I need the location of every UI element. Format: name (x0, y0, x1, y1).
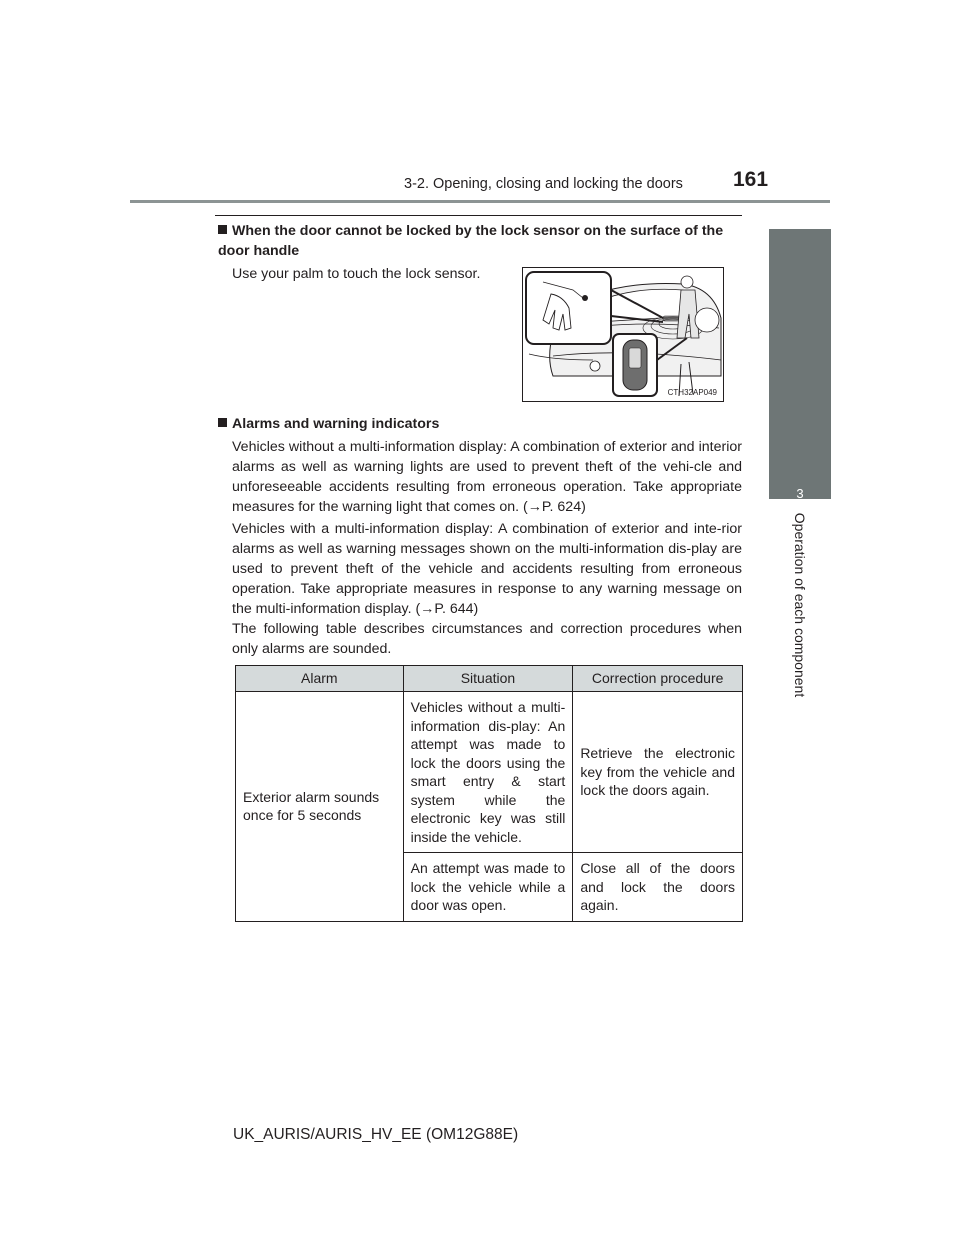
chapter-title-container (769, 510, 831, 700)
situation-cell: An attempt was made to lock the vehicle while a door was open. (403, 853, 573, 922)
column-header-correction: Correction procedure (573, 666, 743, 692)
column-header-situation: Situation (403, 666, 573, 692)
alarms-heading-text: Alarms and warning indicators (232, 416, 440, 432)
paragraph-without-display: Vehicles without a multi-information display: A combination of exterior and interior alarms as well as warning lights are used to prevent theft of the vehi-cle and unforeseeable accidents resulting from erroneous operation. Take appropriate measures for the warning light that comes on. (→P. 624) (232, 439, 742, 515)
lock-sensor-instruction: Use your palm to touch the lock sensor. (232, 266, 481, 282)
lock-sensor-heading (218, 221, 748, 261)
alarms-heading (218, 414, 748, 434)
table-header-row (236, 666, 743, 692)
chapter-tab (769, 229, 831, 499)
manual-code: UK_AURIS/AURIS_HV_EE (OM12G88E) (233, 1126, 519, 1143)
square-bullet-icon (218, 418, 227, 427)
section-divider (215, 215, 742, 216)
page-number: 161 (733, 168, 769, 191)
header-divider (130, 200, 830, 203)
lock-sensor-illustration (522, 267, 724, 402)
correction-cell: Close all of the doors and lock the doors again. (573, 853, 743, 922)
chapter-number: 3 (796, 486, 804, 501)
paragraph-with-display: Vehicles with a multi-information display: A combination of exterior and inte-rior alarms as well as warning messages shown on the multi-information dis-play are used to prevent theft of the vehicle and accidents resulting from erroneous operation. Take appropriate measures in response to any warning message on the multi-information display. (→P. 644) (232, 521, 742, 617)
square-bullet-icon (218, 225, 227, 234)
correction-cell: Retrieve the electronic key from the vehicle and lock the doors again. (573, 692, 743, 853)
running-header: 3-2. Opening, closing and locking the doors (404, 176, 683, 192)
alarm-cell: Exterior alarm sounds once for 5 seconds (236, 692, 404, 922)
chapter-title: Operation of each component (792, 512, 808, 698)
column-header-alarm: Alarm (236, 666, 404, 692)
figure-caption: CTH32AP049 (667, 388, 717, 397)
lock-sensor-heading-text: When the door cannot be locked by the lock sensor on the surface of the door handle (218, 223, 724, 259)
paragraph-table-intro: The following table describes circumstances and correction procedures when only alarms are sounded. (232, 621, 742, 657)
car-door-illustration-icon (523, 268, 723, 401)
alarm-table (235, 665, 743, 922)
situation-cell: Vehicles without a multi-information dis-play: An attempt was made to lock the doors using the smart entry & start system while the electronic key was still inside the vehicle. (403, 692, 573, 853)
table-row (236, 692, 743, 853)
